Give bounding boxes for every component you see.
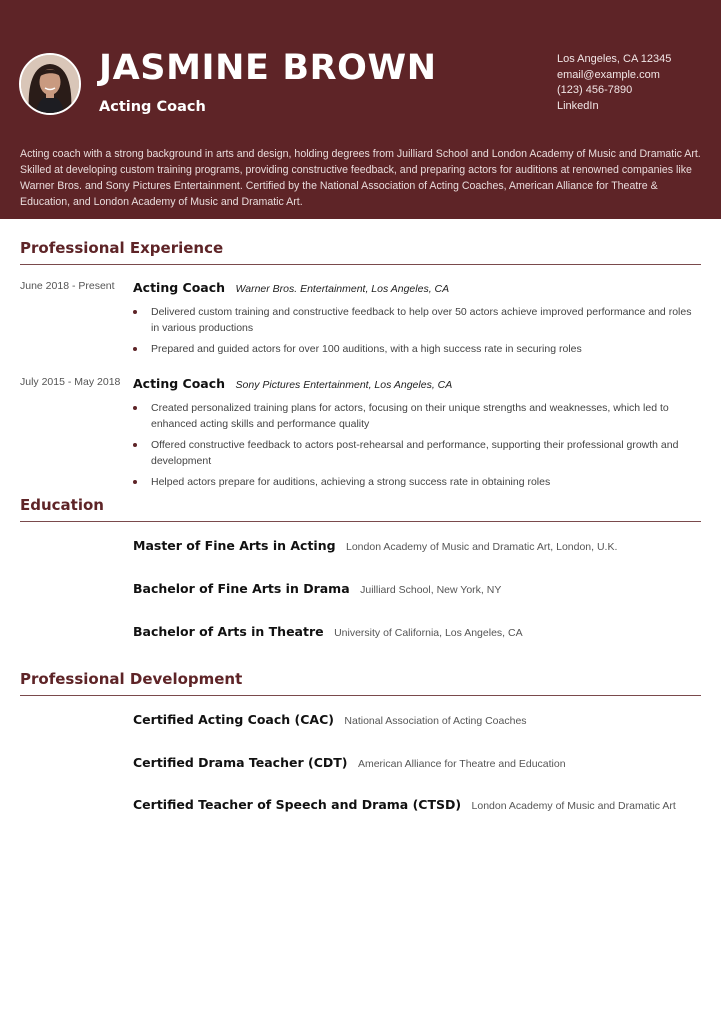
- development-divider: [20, 695, 701, 696]
- job-company: Sony Pictures Entertainment, Los Angeles, CA: [235, 379, 453, 391]
- education-school: University of California, Los Angeles, CA: [334, 627, 523, 639]
- education-divider: [20, 521, 701, 522]
- certification-entry: [133, 711, 527, 729]
- job-title: Acting Coach: [133, 280, 226, 295]
- contact-block: [557, 52, 671, 114]
- education-degree: Master of Fine Arts in Acting: [133, 538, 336, 553]
- job-header: [133, 375, 452, 393]
- experience-divider: [20, 264, 701, 265]
- education-entry: [133, 537, 617, 555]
- certification-name: Certified Drama Teacher (CDT): [133, 755, 348, 770]
- resume-header: [0, 0, 721, 219]
- education-school: London Academy of Music and Dramatic Art, London, U.K.: [346, 541, 618, 553]
- certification-org: National Association of Acting Coaches: [344, 715, 527, 727]
- job-company: Warner Bros. Entertainment, Los Angeles, CA: [235, 283, 450, 295]
- job-bullets: [133, 304, 693, 357]
- education-school: Juilliard School, New York, NY: [360, 584, 502, 596]
- education-entry: [133, 580, 501, 598]
- summary-paragraph: Acting coach with a strong background in arts and design, holding degrees from Juilliard School and London Academy of Music and Dramatic Art. Skilled at developing custom training programs, providing constructive feedback, and preparing actors for auditions at renowned companies like Warner Bros. and Sony Pictures Entertainment. Certified by the National Association of Acting Coaches, American Alliance for Theatre & Education, and London Academy of Music and Dramatic Art.: [20, 148, 701, 208]
- job-header: [133, 279, 449, 297]
- job-bullet: Delivered custom training and constructive feedback to help over 50 actors achieve improved performance and roles in various productions: [133, 304, 693, 336]
- development-section-title: Professional Development: [20, 670, 243, 688]
- job-dates: July 2015 - May 2018: [20, 376, 121, 388]
- candidate-role: Acting Coach: [99, 99, 206, 115]
- contact-linkedin[interactable]: LinkedIn: [557, 99, 599, 112]
- education-degree: Bachelor of Fine Arts in Drama: [133, 581, 350, 596]
- job-bullet: Created personalized training plans for actors, focusing on their unique strengths and weaknesses, which led to enhanced acting skills and performance quality: [133, 400, 693, 432]
- candidate-name: JASMINE BROWN: [99, 48, 437, 88]
- job-dates: June 2018 - Present: [20, 280, 115, 292]
- job-bullet: Offered constructive feedback to actors post-rehearsal and performance, supporting their professional growth and development: [133, 437, 693, 469]
- job-bullet: Helped actors prepare for auditions, achieving a strong success rate in obtaining roles: [133, 474, 693, 490]
- experience-section-title: Professional Experience: [20, 239, 224, 257]
- certification-name: Certified Teacher of Speech and Drama (CTSD): [133, 797, 462, 812]
- job-bullets: [133, 400, 693, 490]
- certification-org: London Academy of Music and Dramatic Art: [471, 800, 676, 812]
- job-title: Acting Coach: [133, 376, 226, 391]
- portrait-photo-icon: [19, 53, 81, 115]
- education-degree: Bachelor of Arts in Theatre: [133, 624, 324, 639]
- certification-org: American Alliance for Theatre and Education: [357, 758, 566, 770]
- contact-address: Los Angeles, CA 12345: [557, 53, 672, 65]
- contact-phone[interactable]: (123) 456-7890: [557, 84, 633, 97]
- education-section-title: Education: [20, 496, 104, 514]
- job-bullet: Prepared and guided actors for over 100 auditions, with a high success rate in securing roles: [133, 341, 693, 357]
- contact-email[interactable]: email@example.com: [557, 68, 660, 81]
- certification-entry: [133, 796, 676, 814]
- certification-name: Certified Acting Coach (CAC): [133, 712, 334, 727]
- certification-entry: [133, 754, 566, 772]
- education-entry: [133, 623, 523, 641]
